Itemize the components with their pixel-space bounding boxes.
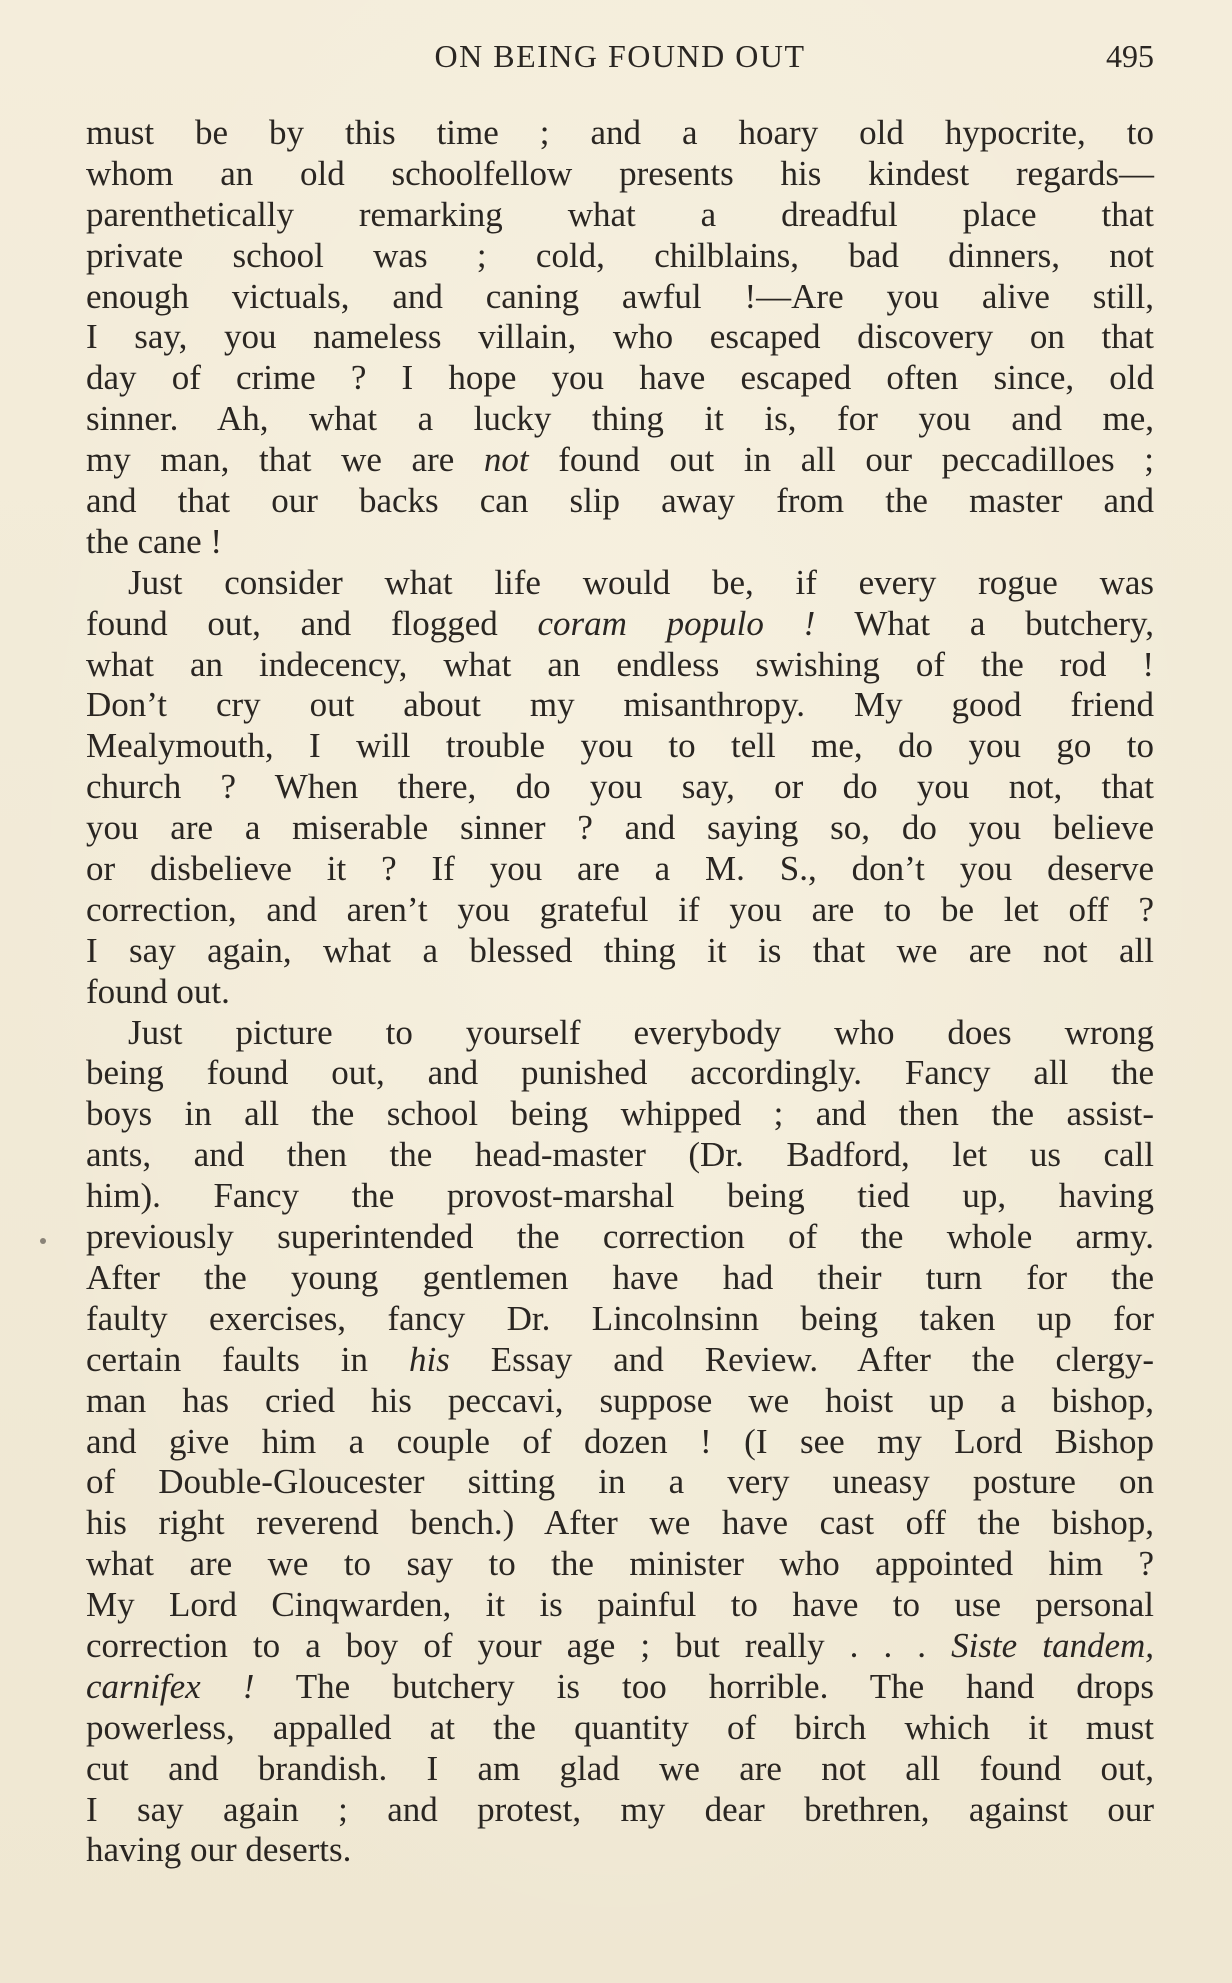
running-title: ON BEING FOUND OUT [434, 38, 806, 74]
text-line [86, 1217, 1154, 1258]
text-run: and give him a couple of dozen ! (I see my Lord Bishop [86, 1421, 1154, 1461]
text-run: Don’t cry out about my misanthropy. My good friend [86, 685, 1154, 725]
text-line [86, 645, 1154, 686]
text-run: I say again, what a blessed thing it is that we are not all [86, 930, 1154, 970]
text-line [86, 931, 1154, 972]
text-line [86, 849, 1154, 890]
text-run: parenthetically remarking what a dreadful place that [86, 194, 1154, 234]
body-text [86, 113, 1154, 1871]
text-run: private school was ; cold, chilblains, bad dinners, not [86, 235, 1154, 275]
text-line [86, 604, 1154, 645]
text-line [86, 1790, 1154, 1831]
text-run: what are we to say to the minister who appointed him ? [86, 1544, 1154, 1584]
text-line [86, 726, 1154, 767]
text-run: his right reverend bench.) After we have cast off the bishop, [86, 1503, 1154, 1543]
text-run: and that our backs can slip away from the master and [86, 481, 1154, 521]
text-run: cut and brandish. I am glad we are not all found out, [86, 1748, 1154, 1788]
text-run: or disbelieve it ? If you are a M. S., don’t you deserve [86, 849, 1154, 889]
text-run: powerless, appalled at the quantity of birch which it must [86, 1707, 1154, 1747]
text-line [86, 522, 1154, 563]
text-run: correction to a boy of your age ; but really . . . [86, 1625, 952, 1665]
text-run: ants, and then the head-master (Dr. Badford, let us call [86, 1135, 1154, 1175]
text-run: found out, and flogged [86, 603, 538, 643]
text-line [86, 113, 1154, 154]
text-line [86, 767, 1154, 808]
text-run: must be by this time ; and a hoary old hypocrite, to [86, 113, 1154, 152]
text-line [86, 1381, 1154, 1422]
text-line [86, 1749, 1154, 1790]
text-run: previously superintended the correction of the whole army. [86, 1217, 1154, 1257]
text-line [86, 1830, 1154, 1871]
text-line [86, 808, 1154, 849]
text-line [86, 195, 1154, 236]
text-run: After the young gentlemen have had their turn for the [86, 1257, 1154, 1297]
italic-phrase: Siste tandem, [951, 1625, 1155, 1665]
text-run: enough victuals, and caning awful !—Are you alive still, [86, 276, 1154, 316]
text-line [86, 277, 1154, 318]
text-line [86, 1299, 1154, 1340]
text-line [86, 972, 1154, 1013]
text-line [86, 399, 1154, 440]
text-line [86, 1094, 1154, 1135]
text-run: certain faults in [86, 1339, 409, 1379]
text-run: I say, you nameless villain, who escaped discovery on that [86, 317, 1154, 357]
text-run: My Lord Cinqwarden, it is painful to have to use personal [86, 1585, 1154, 1625]
text-run: boys in all the school being whipped ; and then the assist- [86, 1094, 1154, 1134]
text-line [86, 1585, 1154, 1626]
text-run: having our deserts. [86, 1830, 352, 1870]
text-line [86, 154, 1154, 195]
text-run: whom an old schoolfellow presents his kindest regards— [86, 153, 1154, 193]
text-run: what an indecency, what an endless swishing of the rod ! [86, 644, 1154, 684]
text-line [86, 1422, 1154, 1463]
text-line [86, 1053, 1154, 1094]
text-line [86, 1503, 1154, 1544]
text-line [86, 1340, 1154, 1381]
text-line [86, 440, 1154, 481]
text-line [86, 1176, 1154, 1217]
text-run: church ? When there, do you say, or do you not, that [86, 767, 1154, 807]
text-line [86, 358, 1154, 399]
text-line [86, 1708, 1154, 1749]
text-run: my man, that we are [86, 440, 484, 480]
page-number: 495 [1106, 38, 1154, 74]
italic-phrase: coram populo ! [537, 603, 816, 643]
margin-mark [40, 1238, 46, 1244]
text-run: Just consider what life would be, if every rogue was [128, 562, 1154, 602]
text-line [86, 890, 1154, 931]
text-run: The butchery is too horrible. The hand drops [254, 1666, 1155, 1706]
text-run: of Double-Gloucester sitting in a very uneasy posture on [86, 1462, 1154, 1502]
text-line [86, 1013, 1154, 1054]
text-run: correction, and aren’t you grateful if you are to be let off ? [86, 889, 1154, 929]
text-line [86, 563, 1154, 604]
text-run: faulty exercises, fancy Dr. Lincolnsinn being taken up for [86, 1298, 1154, 1338]
text-run: him). Fancy the provost-marshal being tied up, having [86, 1176, 1154, 1216]
text-line [86, 317, 1154, 358]
text-run: What a butchery, [815, 603, 1155, 643]
text-run: Mealymouth, I will trouble you to tell me, do you go to [86, 726, 1154, 766]
running-head [86, 34, 1154, 84]
text-run: man has cried his peccavi, suppose we hoist up a bishop, [86, 1380, 1154, 1420]
text-line [86, 1667, 1154, 1708]
text-run: you are a miserable sinner ? and saying so, do you believe [86, 808, 1154, 848]
text-run: found out. [86, 971, 230, 1011]
text-run: found out in all our peccadilloes ; [528, 440, 1154, 480]
text-line [86, 1258, 1154, 1299]
text-line [86, 1135, 1154, 1176]
text-run: sinner. Ah, what a lucky thing it is, for you and me, [86, 399, 1154, 439]
text-run: I say again ; and protest, my dear brethren, against our [86, 1789, 1154, 1829]
text-run: day of crime ? I hope you have escaped often since, old [86, 358, 1154, 398]
text-line [86, 685, 1154, 726]
text-run: the cane ! [86, 521, 223, 561]
text-line [86, 236, 1154, 277]
text-run: Essay and Review. After the clergy- [449, 1339, 1154, 1379]
text-line [86, 1626, 1154, 1667]
text-line [86, 481, 1154, 522]
italic-phrase: his [408, 1339, 450, 1379]
italic-phrase: not [483, 440, 529, 480]
text-line [86, 1462, 1154, 1503]
italic-phrase: carnifex ! [86, 1666, 255, 1706]
text-run: being found out, and punished accordingly. Fancy all the [86, 1053, 1154, 1093]
text-line [86, 1544, 1154, 1585]
text-run: Just picture to yourself everybody who does wrong [128, 1012, 1154, 1052]
